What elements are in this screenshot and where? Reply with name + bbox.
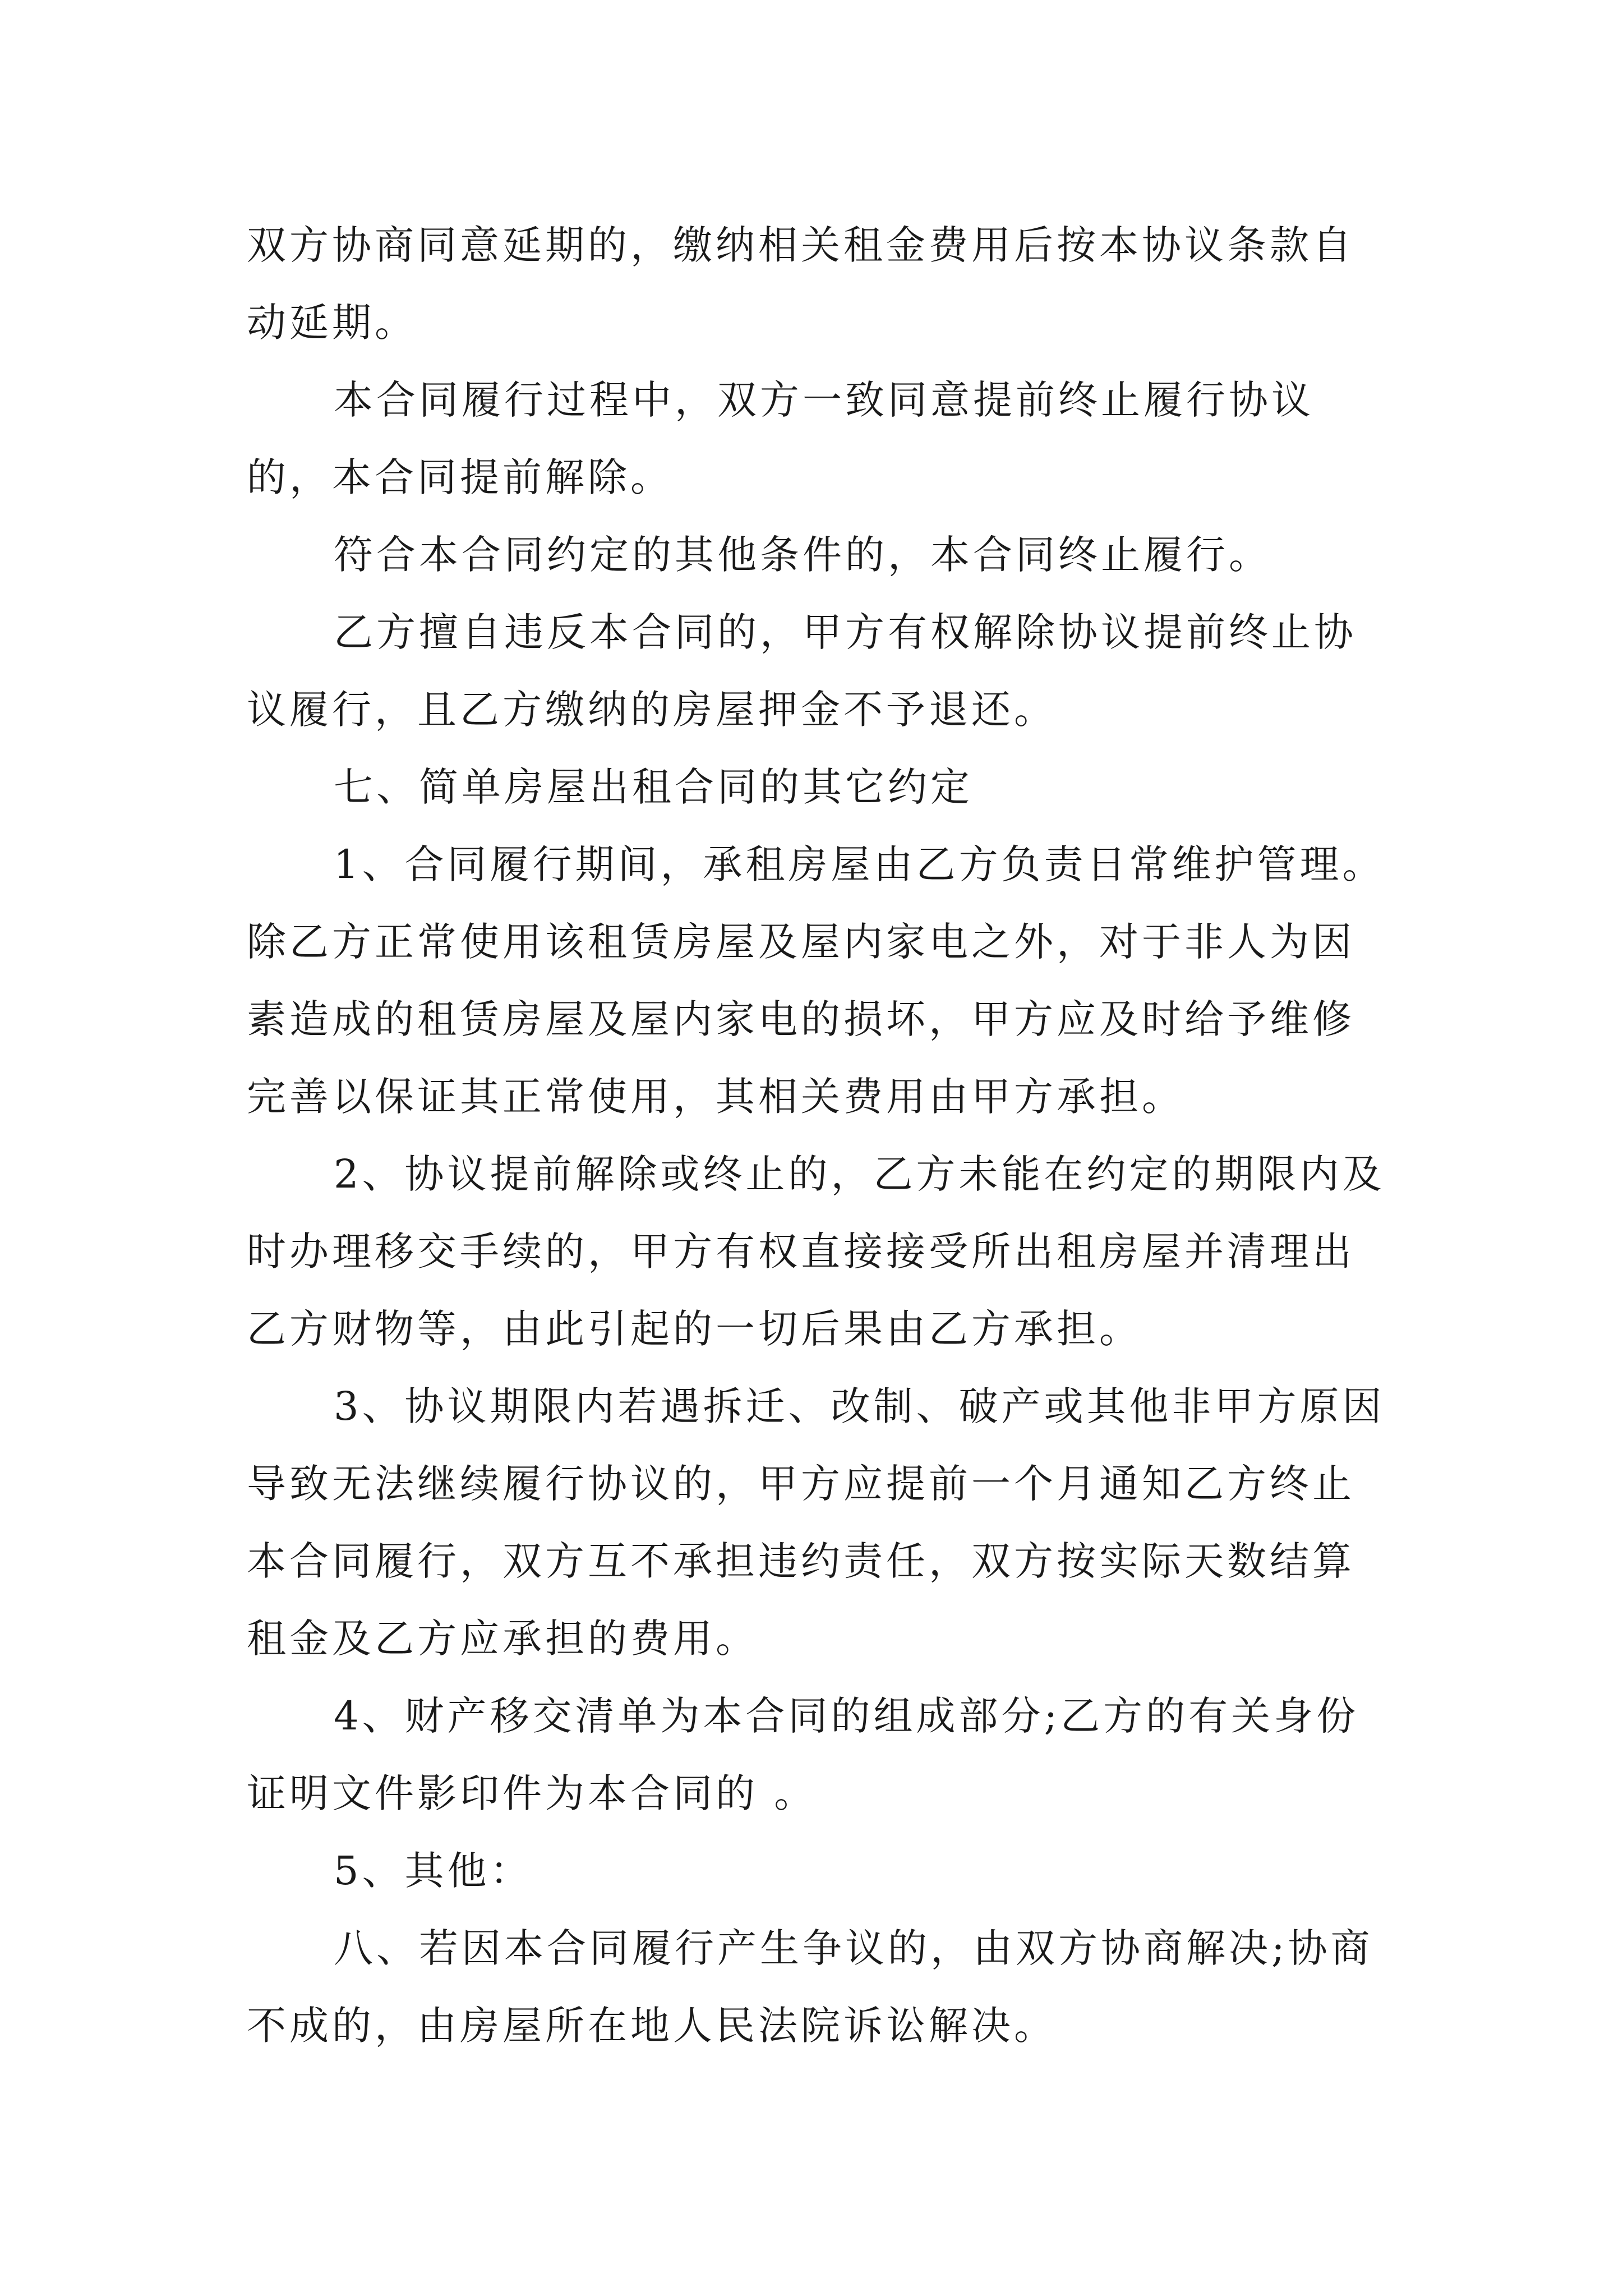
clause-1-maintenance: 1、合同履行期间，承租房屋由乙方负责日常维护管理。除乙方正常使用该租赁房屋及屋内家电之外，对于非人为因素造成的租赁房屋及屋内家电的损坏，甲方应及时给予维修完善以保证其正常使用，其相关费用由甲方承担。 xyxy=(247,841,1385,1120)
paragraph-breach: 乙方擅自违反本合同的，甲方有权解除协议提前终止协议履行，且乙方缴纳的房屋押金不予退还。 xyxy=(247,609,1357,733)
document-body xyxy=(247,206,1396,2064)
paragraph-extension: 双方协商同意延期的，缴纳相关租金费用后按本协议条款自动延期。 xyxy=(247,222,1355,346)
section-eight-disputes: 八、若因本合同履行产生争议的，由双方协商解决;协商不成的，由房屋所在地人民法院诉讼解决。 xyxy=(247,1925,1373,2049)
section-heading-seven: 七、简单房屋出租合同的其它约定 xyxy=(334,764,973,810)
paragraph-other-conditions: 符合本合同约定的其他条件的，本合同终止履行。 xyxy=(334,532,1271,578)
clause-2-handover: 2、协议提前解除或终止的，乙方未能在约定的期限内及时办理移交手续的，甲方有权直接接受所出租房屋并清理出乙方财物等，由此引起的一切后果由乙方承担。 xyxy=(247,1151,1385,1352)
clause-3-force-majeure: 3、协议期限内若遇拆迁、改制、破产或其他非甲方原因导致无法继续履行协议的，甲方应提前一个月通知乙方终止本合同履行，双方互不承担违约责任，双方按实际天数结算租金及乙方应承担的费用。 xyxy=(247,1383,1385,1662)
clause-4-attachments: 4、财产移交清单为本合同的组成部分;乙方的有关身份证明文件影印件为本合同的 。 xyxy=(247,1693,1359,1816)
paragraph-early-termination: 本合同履行过程中，双方一致同意提前终止履行协议的，本合同提前解除。 xyxy=(247,377,1314,500)
clause-5-other: 5、其他： xyxy=(334,1848,533,1894)
